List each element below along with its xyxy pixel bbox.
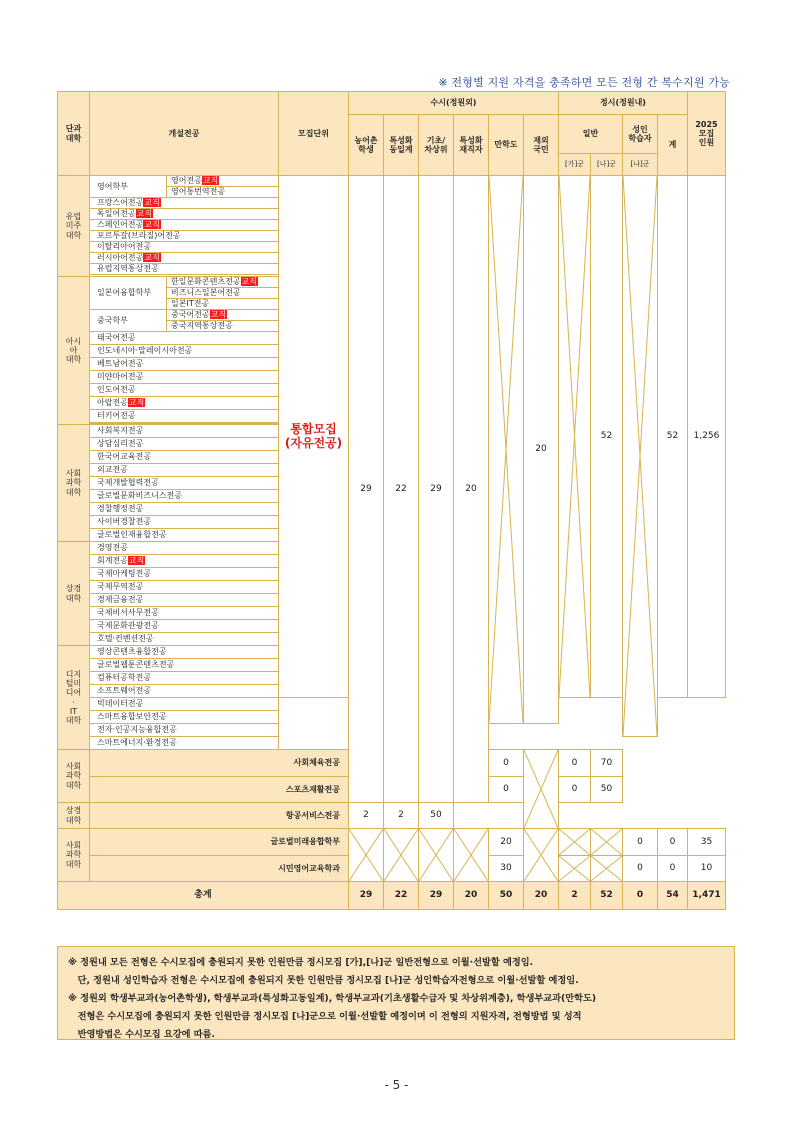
cell-sum: 0 — [658, 829, 688, 856]
major-name: 글로벌문화비즈니스전공 — [90, 490, 279, 503]
note-line: ※ 정원내 모든 전형은 수시모집에 충원되지 못한 인원만큼 정시모집 [가],[나]군 일반전형으로 이월·선발할 예정임. — [68, 957, 534, 968]
total-c3: 29 — [419, 882, 454, 910]
cell-c8: 0 — [623, 856, 658, 882]
college-social3: 사회 과학 대학 — [58, 829, 90, 882]
header-susi: 수시(정원외) — [349, 92, 559, 115]
college-business: 상경 대학 — [58, 542, 90, 646]
college-social2: 사회 과학 대학 — [58, 750, 90, 803]
major-name: 한일문화콘텐츠전공 — [171, 277, 241, 287]
cell-ga: 0 — [489, 777, 524, 803]
major-name: 영어통번역전공 — [167, 187, 279, 198]
cell-c9: 52 — [658, 176, 688, 698]
note-line: 전형은 수시모집에 충원되지 못한 인원만큼 정시모집 [나]군으로 이월·선발할 예정이며 이 전형의 지원자격, 전형방법 및 성적 — [68, 1011, 582, 1022]
major-name: 경찰행정전공 — [90, 503, 279, 516]
major-name: 유럽지역통상전공 — [90, 264, 279, 275]
major-name: 비즈니스일본어전공 — [167, 288, 279, 299]
cell-sum: 2 — [384, 803, 419, 829]
major-row — [90, 198, 279, 209]
header-na: [나]군 — [591, 154, 623, 176]
cell-c7: 52 — [591, 176, 623, 698]
cross-c8-main — [623, 176, 658, 737]
major-row — [90, 397, 279, 410]
cell-total: 50 — [419, 803, 454, 829]
major-name: 터키어전공 — [90, 410, 279, 423]
row-label: 사회체육전공 — [90, 750, 349, 777]
college-asia: 아시 아 대학 — [58, 277, 90, 425]
cell-c6: 20 — [524, 176, 559, 724]
major-name: 국제비서사무전공 — [90, 607, 279, 620]
major-row — [90, 253, 279, 264]
total-label: 총계 — [58, 882, 349, 910]
major-row — [167, 176, 279, 187]
major-row — [90, 555, 279, 568]
teaching-badge: 교직 — [144, 253, 160, 263]
cell-total: 35 — [688, 829, 726, 856]
major-name: 한국어교육전공 — [90, 451, 279, 464]
cell-total: 70 — [591, 750, 623, 777]
total-c5: 50 — [489, 882, 524, 910]
major-name: 외교전공 — [90, 464, 279, 477]
college-europe: 유럽 미주 대학 — [58, 176, 90, 277]
major-name: 빅데이터전공 — [90, 698, 279, 711]
major-name: 프랑스어전공 — [97, 198, 144, 208]
major-name: 호텔·컨벤션전공 — [90, 633, 279, 646]
major-name: 인도어전공 — [90, 384, 279, 397]
header-college: 단과 대학 — [58, 92, 90, 176]
cell-c2: 22 — [384, 176, 419, 803]
major-name: 사이버경찰전공 — [90, 516, 279, 529]
header-c1: 농어촌 학생 — [349, 115, 384, 176]
cell-c5: 30 — [489, 856, 524, 882]
header-c2: 특성화 동일계 — [384, 115, 419, 176]
dept-english: 영어학부 — [90, 176, 167, 198]
note-line: 반영방법은 수시모집 요강에 따름. — [68, 1029, 215, 1040]
major-name: 국제개발협력전공 — [90, 477, 279, 490]
row-label: 시민영어교육학과 — [90, 856, 349, 882]
major-row — [167, 277, 279, 288]
cross-ga-main — [559, 176, 591, 698]
teaching-badge: 교직 — [128, 398, 145, 408]
major-name: 영어전공 — [171, 176, 202, 186]
major-name: 글로벌웹툰콘텐츠전공 — [90, 659, 279, 672]
cell-c1: 29 — [349, 176, 384, 803]
total-c8: 0 — [623, 882, 658, 910]
cell-c10: 1,256 — [688, 176, 726, 698]
teaching-badge: 교직 — [202, 176, 219, 186]
header-c3: 기초/ 차상위 — [419, 115, 454, 176]
cross-na — [591, 856, 623, 882]
dept-japanese: 일본어융합학부 — [90, 277, 167, 310]
header-c4: 특성화 재직자 — [454, 115, 489, 176]
major-name: 국제무역전공 — [90, 581, 279, 594]
major-name: 컴퓨터공학전공 — [90, 672, 279, 685]
cell-c5: 20 — [489, 829, 524, 856]
major-name: 미얀마어전공 — [90, 371, 279, 384]
college-digital: 디지 털미 디어 · IT 대학 — [58, 646, 90, 750]
major-name: 러시아어전공 — [97, 253, 144, 263]
header-c7: 일반 — [559, 115, 623, 154]
major-name: 스페인어전공 — [97, 220, 144, 230]
cell-c8: 0 — [623, 829, 658, 856]
cell-ga: 2 — [349, 803, 384, 829]
major-name: 전자·인공지능융합전공 — [90, 724, 279, 737]
teaching-badge: 교직 — [241, 277, 258, 287]
merged-unit: 통합모집 (자유전공) — [279, 176, 349, 698]
major-name: 아랍전공 — [97, 398, 128, 408]
row-label: 스포츠재활전공 — [90, 777, 349, 803]
major-name: 글로벌인재융합전공 — [90, 529, 279, 542]
cell-total: 10 — [688, 856, 726, 882]
header-ga: [가]군 — [559, 154, 591, 176]
major-name: 포르투갈(브라질)어전공 — [90, 231, 279, 242]
college-business2: 상경 대학 — [58, 803, 90, 829]
major-name: 회계전공 — [97, 556, 128, 566]
cross-c5-main — [489, 176, 524, 724]
major-name: 소프트웨어전공 — [90, 685, 279, 698]
major-name: 사회복지전공 — [90, 425, 279, 438]
cell-sum: 0 — [658, 856, 688, 882]
total-c9: 54 — [658, 882, 688, 910]
note-line: 단, 정원내 성인학습자 전형은 수시모집에 충원되지 못한 인원만큼 정시모집 [나]군 성인학습자전형으로 이월·선발할 예정임. — [68, 975, 579, 986]
header-na2: [나]군 — [623, 154, 658, 176]
major-name: 태국어전공 — [90, 332, 279, 345]
cell-c3: 29 — [419, 176, 454, 803]
teaching-badge: 교직 — [210, 310, 227, 320]
admission-table — [57, 91, 726, 910]
major-name: 이탈리아어전공 — [90, 242, 279, 253]
major-row — [90, 220, 279, 231]
major-name: 스마트에너지·환경전공 — [90, 737, 279, 750]
college-social: 사회 과학 대학 — [58, 425, 90, 542]
cross-c6 — [524, 829, 559, 882]
teaching-badge: 교직 — [136, 209, 153, 219]
header-c6: 재외 국민 — [524, 115, 559, 176]
major-name: 상담심리전공 — [90, 438, 279, 451]
major-name: 영상콘텐츠융합전공 — [90, 646, 279, 659]
row-label: 항공서비스전공 — [90, 803, 349, 829]
teaching-badge: 교직 — [128, 556, 145, 566]
cross-c2 — [384, 829, 419, 882]
header-c9: 계 — [658, 115, 688, 176]
major-name: 스마트융합보안전공 — [90, 711, 279, 724]
cell-sum: 0 — [559, 777, 591, 803]
cross-c4 — [454, 829, 489, 882]
page-number: - 5 - — [384, 1078, 409, 1092]
cell-ga: 0 — [489, 750, 524, 777]
cell-c4: 20 — [454, 176, 489, 803]
major-name: 중국어전공 — [171, 310, 210, 320]
header-2025: 2025 모집 인원 — [688, 92, 726, 176]
major-row — [90, 209, 279, 220]
top-note: ※ 전형별 지원 자격을 충족하면 모든 전형 간 복수지원 가능 — [438, 76, 730, 89]
cross-ga — [559, 856, 591, 882]
cross-c3 — [419, 829, 454, 882]
cross-na-extra — [524, 750, 559, 829]
cell-total: 50 — [591, 777, 623, 803]
major-name: 일본IT전공 — [167, 299, 279, 310]
major-row — [167, 310, 279, 321]
row-label: 글로벌미래융합학부 — [90, 829, 349, 856]
cell-sum: 0 — [559, 750, 591, 777]
teaching-badge: 교직 — [144, 220, 160, 230]
header-c5: 만학도 — [489, 115, 524, 176]
major-name: 국제마케팅전공 — [90, 568, 279, 581]
header-jeongsi: 정시(정원내) — [559, 92, 688, 115]
note-line: ※ 정원외 학생부교과(농어촌학생), 학생부교과(특성화고동일계), 학생부교과(기초생활수급자 및 차상위계층), 학생부교과(만학도) — [68, 993, 597, 1004]
dept-chinese: 중국학부 — [90, 310, 167, 332]
major-name: 경제금융전공 — [90, 594, 279, 607]
header-c8: 성인 학습자 — [623, 115, 658, 154]
major-name: 경영전공 — [90, 542, 279, 555]
cross-na — [591, 829, 623, 856]
header-major: 개설전공 — [90, 92, 279, 176]
major-name: 인도네시아·말레이시아전공 — [90, 345, 279, 358]
notes-box — [57, 946, 735, 1040]
total-c6: 20 — [524, 882, 559, 910]
total-c2: 22 — [384, 882, 419, 910]
total-c4: 20 — [454, 882, 489, 910]
teaching-badge: 교직 — [144, 198, 160, 208]
total-c10: 1,471 — [688, 882, 726, 910]
cross-c1 — [349, 829, 384, 882]
total-c1: 29 — [349, 882, 384, 910]
major-name: 국제문화관광전공 — [90, 620, 279, 633]
total-ga: 2 — [559, 882, 591, 910]
major-name: 중국지역통상전공 — [167, 321, 279, 332]
header-unit: 모집단위 — [279, 92, 349, 176]
major-name: 독일어전공 — [97, 209, 136, 219]
total-na: 52 — [591, 882, 623, 910]
major-name: 베트남어전공 — [90, 358, 279, 371]
cross-ga — [559, 829, 591, 856]
